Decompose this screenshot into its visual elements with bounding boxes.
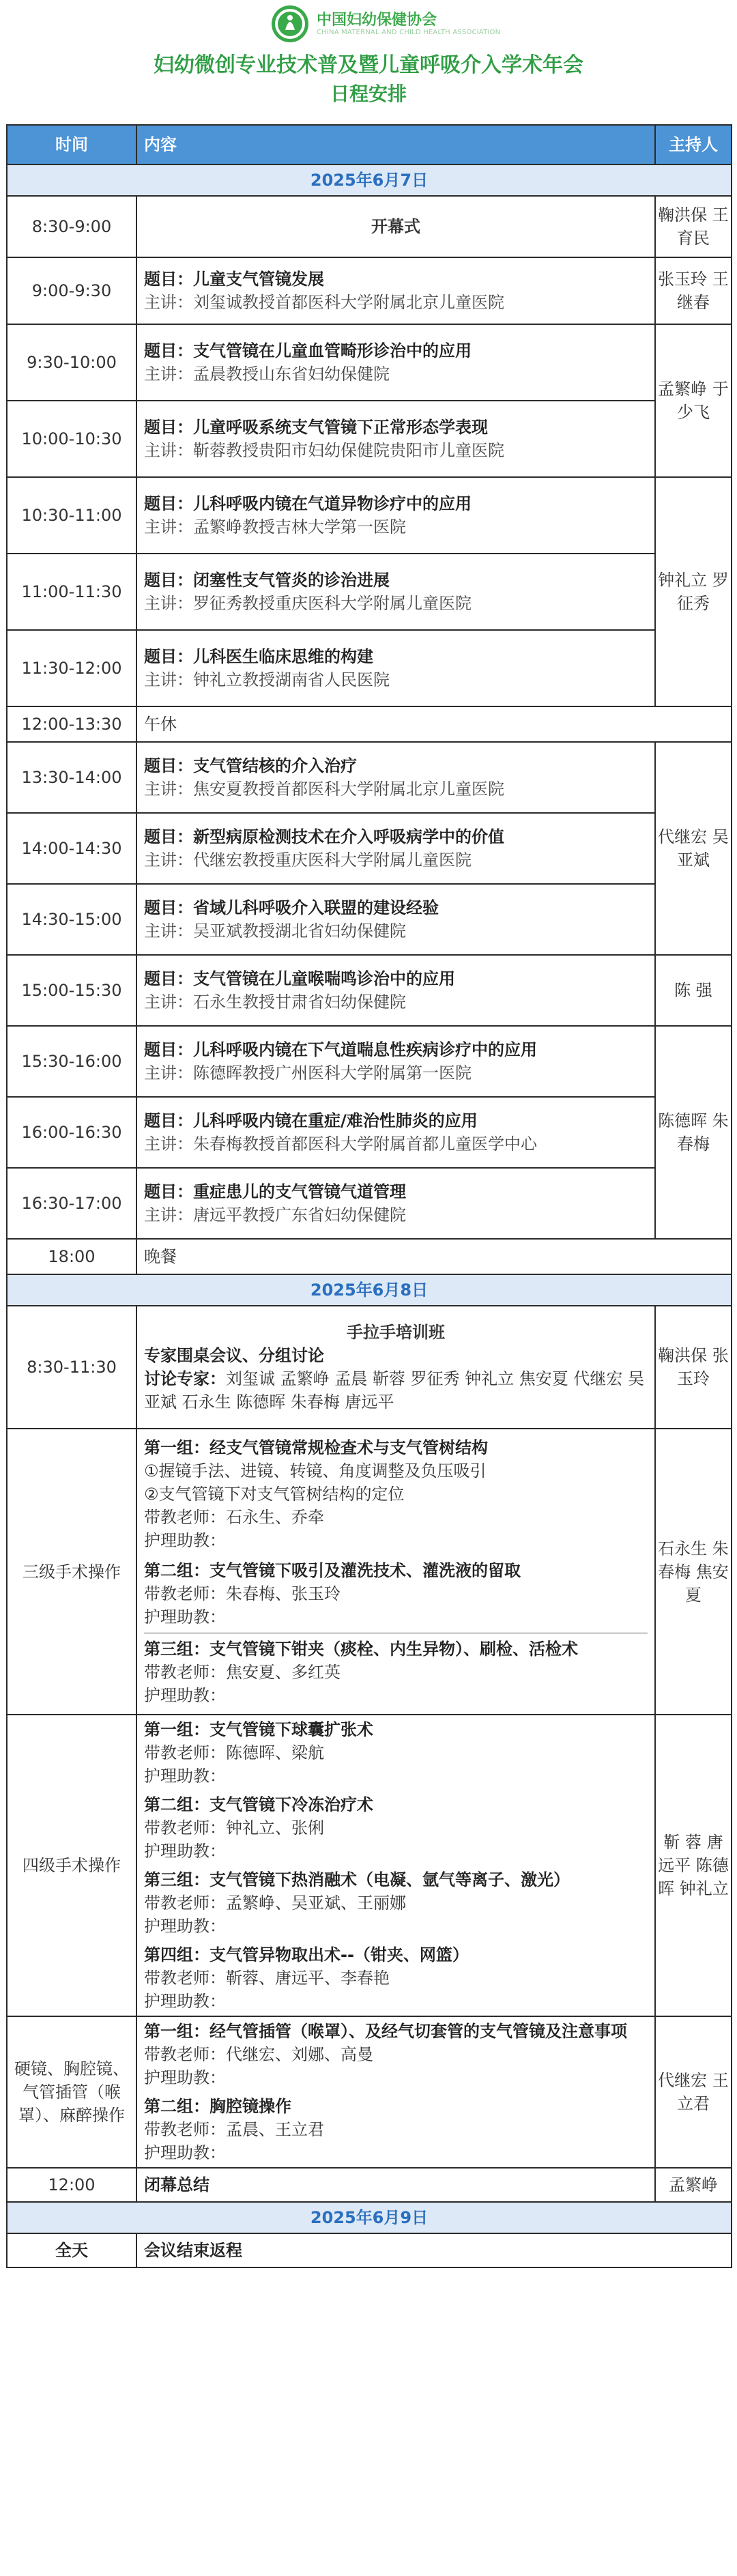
group-block xyxy=(144,1432,648,1633)
training-experts xyxy=(144,1367,648,1414)
talk-speaker: 主讲：陈德晖教授广州医科大学附属第一医院 xyxy=(144,1063,472,1083)
table-row xyxy=(7,1306,732,1429)
talk-topic: 题目：新型病原检测技术在介入呼吸病学中的价值 xyxy=(144,827,504,846)
date-row-day1 xyxy=(7,164,732,196)
talk-topic: 题目：儿童支气管镜发展 xyxy=(144,270,324,289)
group-teachers: 带教老师：陈德晖、梁航 xyxy=(144,1743,324,1762)
training-title: 手拉手培训班 xyxy=(347,1323,445,1342)
content-cell xyxy=(136,955,655,1026)
group-nurse: 护理助教： xyxy=(144,1992,226,2011)
table-row xyxy=(7,2168,732,2202)
group-title: 第二组：支气管镜下吸引及灌洗技术、灌洗液的留取 xyxy=(144,1561,521,1580)
content-cell xyxy=(136,477,655,554)
content-cell: 会议结束返程 xyxy=(136,2233,732,2267)
group-title: 第二组：胸腔镜操作 xyxy=(144,2097,291,2116)
time-cell: 三级手术操作 xyxy=(7,1429,136,1715)
date-label: 2025年6月7日 xyxy=(7,164,732,196)
talk-speaker: 主讲：吴亚斌教授湖北省妇幼保健院 xyxy=(144,921,406,941)
time-cell: 16:30-17:00 xyxy=(7,1168,136,1239)
group-teachers: 带教老师：靳蓉、唐远平、李春艳 xyxy=(144,1969,390,1988)
talk-speaker: 主讲：孟繁峥教授吉林大学第一医院 xyxy=(144,517,406,536)
table-row xyxy=(7,1168,732,1239)
host-cell: 鞠洪保 王育民 xyxy=(655,196,732,257)
talk-speaker: 主讲：孟晨教授山东省妇幼保健院 xyxy=(144,364,390,384)
talk-topic: 题目：省域儿科呼吸介入联盟的建设经验 xyxy=(144,898,439,917)
content-cell xyxy=(136,1306,655,1429)
col-header-time: 时间 xyxy=(7,125,136,164)
content-cell xyxy=(136,401,655,477)
table-row xyxy=(7,2016,732,2168)
group-title: 第一组：支气管镜下球囊扩张术 xyxy=(144,1720,373,1739)
talk-speaker: 主讲：刘玺诚教授首都医科大学附属北京儿童医院 xyxy=(144,293,504,312)
group-nurse: 护理助教： xyxy=(144,1686,226,1705)
talk-topic: 题目：闭塞性支气管炎的诊治进展 xyxy=(144,571,390,590)
group-block xyxy=(144,1633,648,1711)
group-nurse: 护理助教： xyxy=(144,1842,226,1861)
table-row xyxy=(7,257,732,324)
group-teachers: 带教老师：朱春梅、张玉玲 xyxy=(144,1584,341,1603)
time-cell: 10:30-11:00 xyxy=(7,477,136,554)
training-line: 专家围桌会议、分组讨论 xyxy=(144,1346,324,1365)
talk-topic: 题目：支气管镜在儿童血管畸形诊治中的应用 xyxy=(144,341,472,360)
group-title: 第二组：支气管镜下冷冻治疗术 xyxy=(144,1795,373,1814)
org-name-en: CHINA MATERNAL AND CHILD HEALTH ASSOCIATION xyxy=(317,29,501,36)
talk-topic: 题目：儿科呼吸内镜在气道异物诊疗中的应用 xyxy=(144,494,472,513)
talk-speaker: 主讲：朱春梅教授首都医科大学附属首都儿童医学中心 xyxy=(144,1134,537,1154)
content-cell xyxy=(136,2016,655,2168)
group-nurse: 护理助教： xyxy=(144,1607,226,1627)
date-row-day2 xyxy=(7,1274,732,1306)
talk-speaker: 主讲：罗征秀教授重庆医科大学附属儿童医院 xyxy=(144,594,472,613)
content-cell: 午休 xyxy=(136,706,732,742)
host-cell: 孟繁峥 于少飞 xyxy=(655,324,732,477)
host-cell: 代继宏 吴亚斌 xyxy=(655,742,732,955)
group-title: 第一组：经气管插管（喉罩）、及经气切套管的支气管镜及注意事项 xyxy=(144,2022,627,2041)
group-nurse: 护理助教： xyxy=(144,2068,226,2087)
content-cell xyxy=(136,257,655,324)
group-teachers: 带教老师：石永生、乔牵 xyxy=(144,1508,324,1527)
experts-list: 刘玺诚 孟繁峥 孟晨 靳蓉 罗征秀 钟礼立 焦安夏 代继宏 吴亚斌 石永生 陈德晖 朱春梅 唐远平 xyxy=(144,1369,645,1412)
time-cell: 10:00-10:30 xyxy=(7,401,136,477)
content-cell xyxy=(136,884,655,955)
talk-topic: 题目：支气管镜在儿童喉喘鸣诊治中的应用 xyxy=(144,969,455,988)
talk-speaker: 主讲：靳蓉教授贵阳市妇幼保健院贵阳市儿童医院 xyxy=(144,441,504,460)
host-cell: 鞠洪保 张玉玲 xyxy=(655,1306,732,1429)
group-title: 第三组：支气管镜下热消融术（电凝、氩气等离子、激光） xyxy=(144,1870,570,1889)
time-cell: 15:30-16:00 xyxy=(7,1026,136,1097)
table-row xyxy=(7,196,732,257)
table-header-row xyxy=(7,125,732,164)
content-cell: 晚餐 xyxy=(136,1239,732,1274)
time-cell: 14:30-15:00 xyxy=(7,884,136,955)
group-title: 第一组：经支气管镜常规检查术与支气管树结构 xyxy=(144,1438,488,1457)
time-cell: 13:30-14:00 xyxy=(7,742,136,813)
talk-topic: 题目：支气管结核的介入治疗 xyxy=(144,756,357,775)
table-row xyxy=(7,401,732,477)
group-title: 第三组：支气管镜下钳夹（痰栓、内生异物）、刷检、活检术 xyxy=(144,1640,578,1659)
col-header-host: 主持人 xyxy=(655,125,732,164)
content-cell xyxy=(136,1715,655,2016)
header xyxy=(0,0,737,116)
table-row xyxy=(7,477,732,554)
host-cell: 靳 蓉 唐远平 陈德晖 钟礼立 xyxy=(655,1715,732,2016)
time-cell: 8:30-11:30 xyxy=(7,1306,136,1429)
page-title: 妇幼微创专业技术普及暨儿童呼吸介入学术年会 xyxy=(154,53,583,77)
host-cell: 孟繁峥 xyxy=(655,2168,732,2202)
host-cell: 钟礼立 罗征秀 xyxy=(655,477,732,706)
time-cell: 硬镜、胸腔镜、气管插管（喉罩）、麻醉操作 xyxy=(7,2016,136,2168)
org-name-cn: 中国妇幼保健协会 xyxy=(317,12,437,29)
talk-topic: 题目：儿童呼吸系统支气管镜下正常形态学表现 xyxy=(144,418,488,437)
content-cell xyxy=(136,630,655,706)
talk-speaker: 主讲：唐远平教授广东省妇幼保健院 xyxy=(144,1205,406,1225)
content-cell xyxy=(136,554,655,630)
content-cell xyxy=(136,324,655,401)
date-label: 2025年6月9日 xyxy=(7,2202,732,2233)
content-cell: 开幕式 xyxy=(136,196,655,257)
time-cell: 14:00-14:30 xyxy=(7,813,136,884)
group-title: 第四组：支气管异物取出术--（钳夹、网篮） xyxy=(144,1945,469,1964)
group-teachers: 带教老师：钟礼立、张俐 xyxy=(144,1818,324,1837)
table-row xyxy=(7,324,732,401)
group-item: ②支气管镜下对支气管树结构的定位 xyxy=(144,1485,405,1504)
host-cell: 陈德晖 朱春梅 xyxy=(655,1026,732,1239)
table-row xyxy=(7,1429,732,1715)
content-cell: 闭幕总结 xyxy=(136,2168,655,2202)
table-row xyxy=(7,813,732,884)
table-row xyxy=(7,706,732,742)
date-label: 2025年6月8日 xyxy=(7,1274,732,1306)
time-cell: 11:00-11:30 xyxy=(7,554,136,630)
table-row xyxy=(7,1026,732,1097)
talk-speaker: 主讲：钟礼立教授湖南省人民医院 xyxy=(144,670,390,689)
talk-speaker: 主讲：代继宏教授重庆医科大学附属儿童医院 xyxy=(144,850,472,870)
group-teachers: 带教老师：焦安夏、多红英 xyxy=(144,1663,341,1682)
date-row-day3 xyxy=(7,2202,732,2233)
talk-topic: 题目：重症患儿的支气管镜气道管理 xyxy=(144,1182,406,1201)
table-row xyxy=(7,2233,732,2267)
table-row xyxy=(7,742,732,813)
time-cell: 四级手术操作 xyxy=(7,1715,136,2016)
time-cell: 8:30-9:00 xyxy=(7,196,136,257)
content-cell xyxy=(136,1097,655,1168)
content-cell xyxy=(136,1429,655,1715)
time-cell: 18:00 xyxy=(7,1239,136,1274)
table-row xyxy=(7,1239,732,1274)
group-teachers: 带教老师：孟晨、王立君 xyxy=(144,2120,324,2139)
talk-speaker: 主讲：石永生教授甘肃省妇幼保健院 xyxy=(144,992,406,1012)
time-cell: 全天 xyxy=(7,2233,136,2267)
group-nurse: 护理助教： xyxy=(144,1766,226,1786)
col-header-content: 内容 xyxy=(136,125,655,164)
table-row xyxy=(7,955,732,1026)
host-cell: 代继宏 王立君 xyxy=(655,2016,732,2168)
content-cell xyxy=(136,742,655,813)
page-subtitle: 日程安排 xyxy=(330,83,407,105)
talk-speaker: 主讲：焦安夏教授首都医科大学附属北京儿童医院 xyxy=(144,779,504,799)
talk-topic: 题目：儿科呼吸内镜在重症/难治性肺炎的应用 xyxy=(144,1111,478,1130)
table-row xyxy=(7,884,732,955)
table-row xyxy=(7,1715,732,2016)
group-nurse: 护理助教： xyxy=(144,1917,226,1936)
group-nurse: 护理助教： xyxy=(144,2143,226,2162)
time-cell: 12:00 xyxy=(7,2168,136,2202)
time-cell: 12:00-13:30 xyxy=(7,706,136,742)
experts-label: 讨论专家： xyxy=(144,1369,226,1388)
group-teachers: 带教老师：代继宏、刘娜、高曼 xyxy=(144,2045,373,2064)
content-cell xyxy=(136,813,655,884)
content-cell xyxy=(136,1026,655,1097)
group-item: ①握镜手法、进镜、转镜、角度调整及负压吸引 xyxy=(144,1461,487,1480)
association-logo-icon xyxy=(270,4,310,44)
table-row xyxy=(7,630,732,706)
time-cell: 11:30-12:00 xyxy=(7,630,136,706)
talk-topic: 题目：儿科医生临床思维的构建 xyxy=(144,647,373,666)
group-teachers: 带教老师：孟繁峥、吴亚斌、王丽娜 xyxy=(144,1893,406,1913)
schedule-table xyxy=(6,124,732,2268)
host-cell: 陈 强 xyxy=(655,955,732,1026)
time-cell: 9:30-10:00 xyxy=(7,324,136,401)
group-nurse: 护理助教： xyxy=(144,1531,226,1550)
time-cell: 16:00-16:30 xyxy=(7,1097,136,1168)
content-cell xyxy=(136,1168,655,1239)
host-cell: 张玉玲 王继春 xyxy=(655,257,732,324)
time-cell: 9:00-9:30 xyxy=(7,257,136,324)
table-row xyxy=(7,554,732,630)
table-row xyxy=(7,1097,732,1168)
host-cell: 石永生 朱春梅 焦安夏 xyxy=(655,1429,732,1715)
time-cell: 15:00-15:30 xyxy=(7,955,136,1026)
talk-topic: 题目：儿科呼吸内镜在下气道喘息性疾病诊疗中的应用 xyxy=(144,1040,537,1059)
